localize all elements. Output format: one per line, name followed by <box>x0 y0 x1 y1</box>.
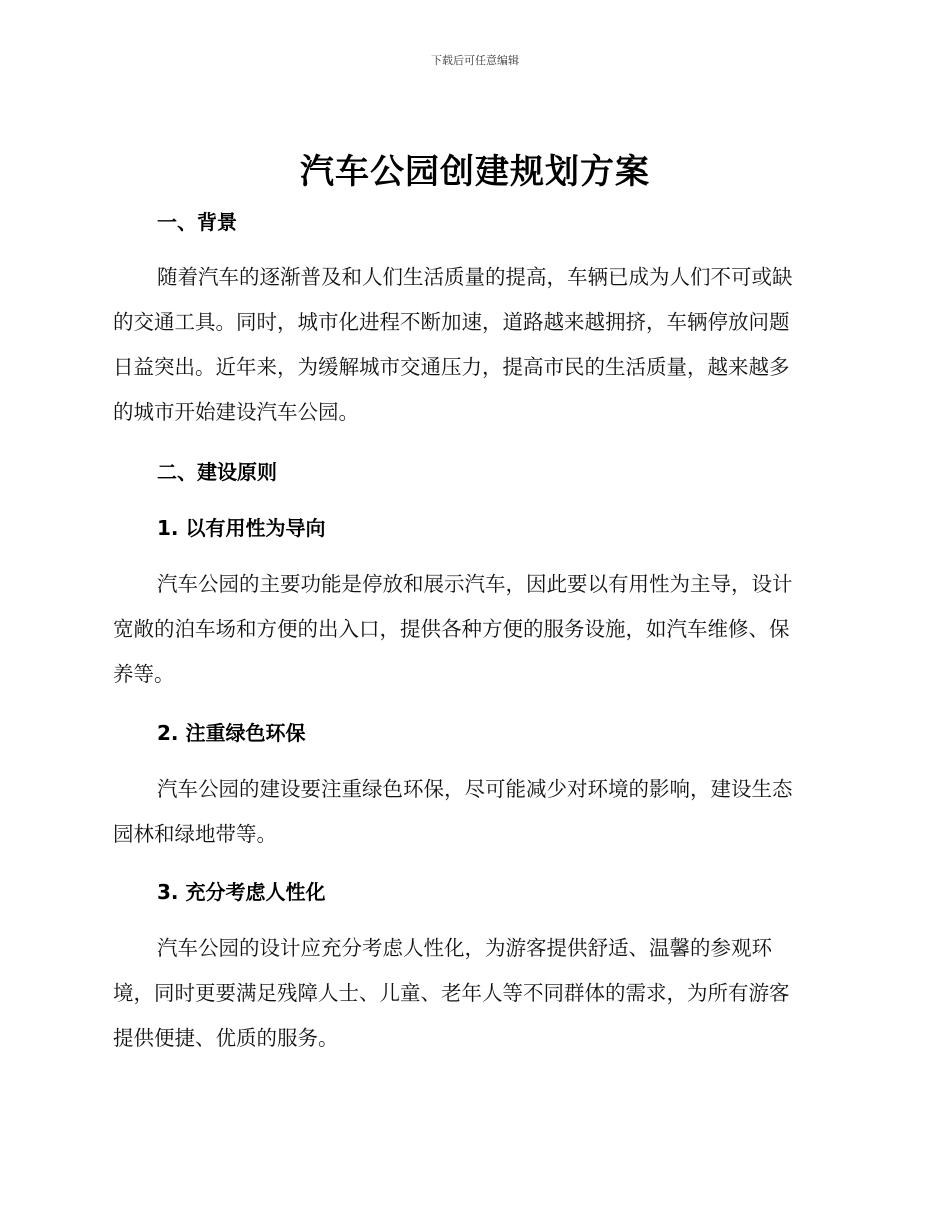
section-heading-background: 一、背景 <box>157 210 237 234</box>
section-heading-principles: 二、建设原则 <box>157 460 277 484</box>
paragraph-line: 提供便捷、优质的服务。 <box>113 1026 339 1050</box>
subsection-heading-principle-1: 1. 以有用性为导向 <box>157 516 326 540</box>
subsection-heading-principle-2: 2. 注重绿色环保 <box>157 721 306 745</box>
paragraph-line: 日益突出。近年来，为缓解城市交通压力，提高市民的生活质量，越来越多 <box>113 355 790 379</box>
paragraph-line: 境，同时更要满足残障人士、儿童、老年人等不同群体的需求，为所有游客 <box>113 981 790 1005</box>
subsection-heading-principle-3: 3. 充分考虑人性化 <box>157 880 326 904</box>
paragraph-line: 汽车公园的设计应充分考虑人性化，为游客提供舒适、温馨的参观环 <box>157 936 772 960</box>
paragraph-line: 汽车公园的建设要注重绿色环保，尽可能减少对环境的影响，建设生态 <box>157 777 793 801</box>
header-note: 下载后可任意编辑 <box>431 54 519 67</box>
paragraph-line: 的城市开始建设汽车公园。 <box>113 400 359 424</box>
paragraph-background <box>113 255 831 435</box>
paragraph-principle-1 <box>113 562 831 697</box>
paragraph-line: 养等。 <box>113 662 175 686</box>
paragraph-line: 随着汽车的逐渐普及和人们生活质量的提高，车辆已成为人们不可或缺 <box>157 265 793 289</box>
paragraph-line: 园林和绿地带等。 <box>113 822 277 846</box>
paragraph-line: 汽车公园的主要功能是停放和展示汽车，因此要以有用性为主导，设计 <box>157 572 793 596</box>
paragraph-line: 的交通工具。同时，城市化进程不断加速，道路越来越拥挤，车辆停放问题 <box>113 310 790 334</box>
document-title: 汽车公园创建规划方案 <box>300 152 650 192</box>
paragraph-principle-3 <box>113 926 831 1061</box>
paragraph-line: 宽敞的泊车场和方便的出入口，提供各种方便的服务设施，如汽车维修、保 <box>113 617 790 641</box>
paragraph-principle-2 <box>113 767 831 857</box>
